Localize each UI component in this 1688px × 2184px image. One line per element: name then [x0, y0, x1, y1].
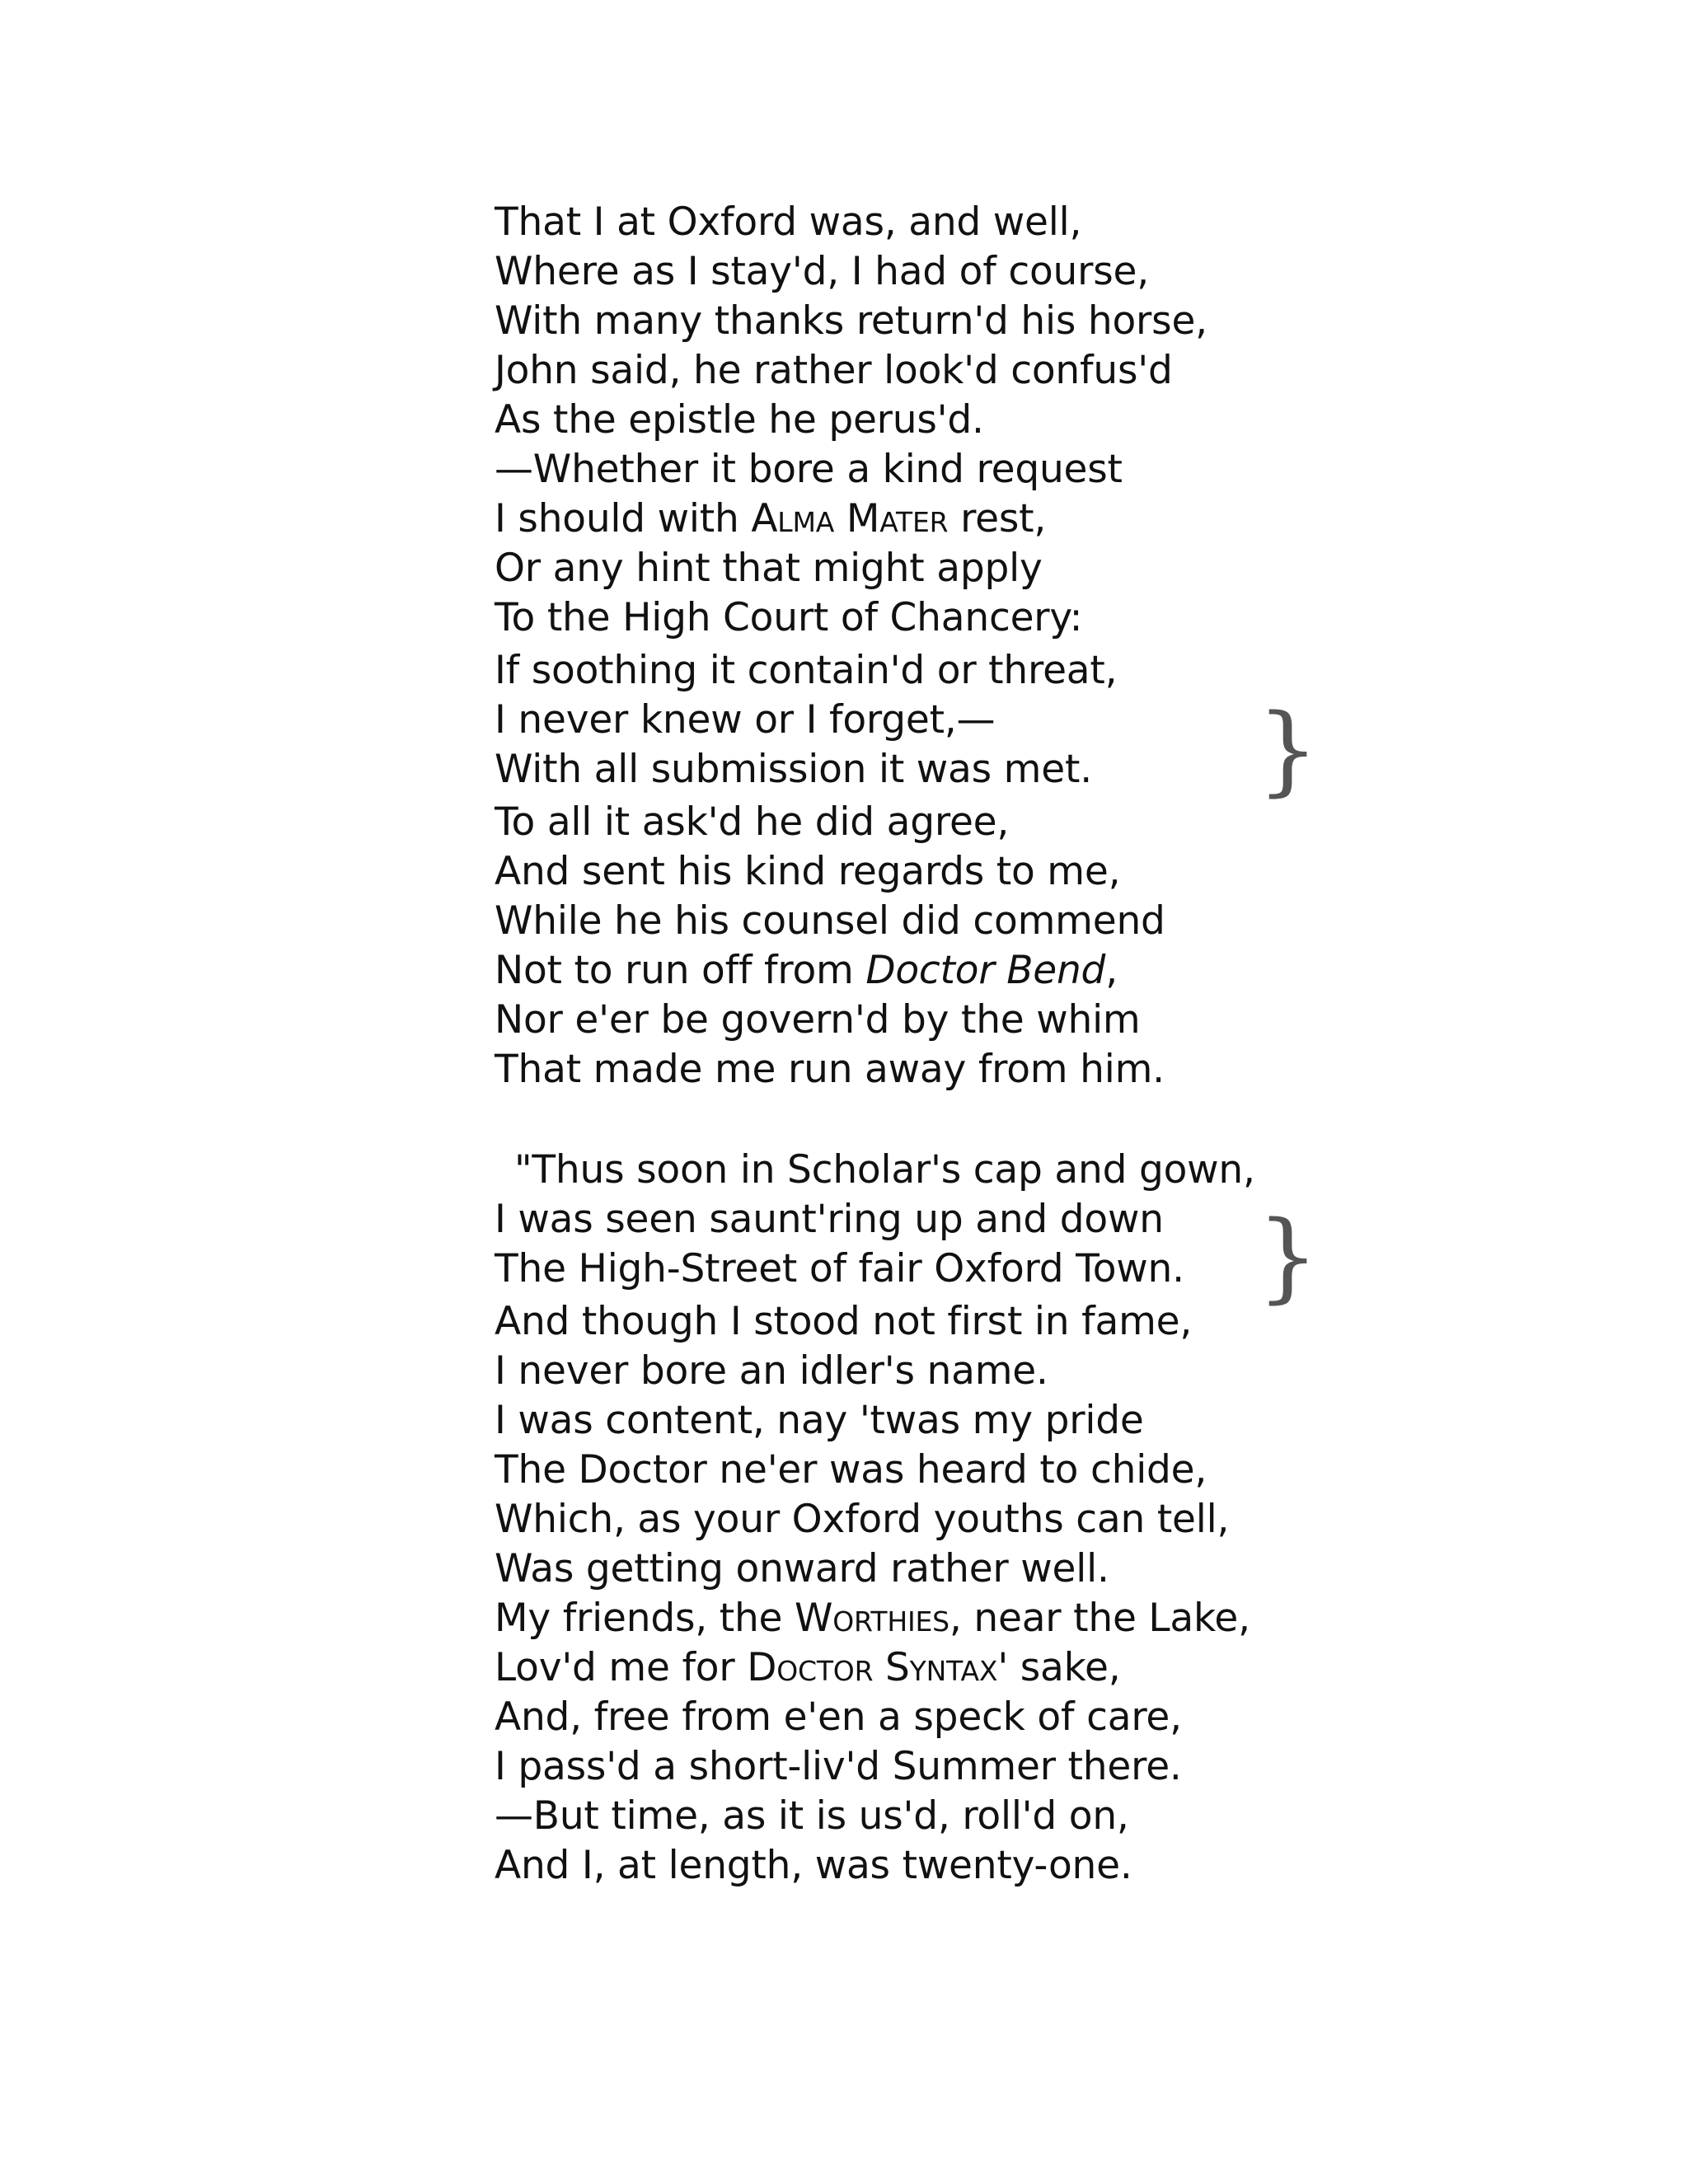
- poem-line: [495, 946, 1236, 996]
- poem-line: John said, he rather look'd confus'd: [495, 348, 1173, 393]
- poem-line: —Whether it bore a kind request: [495, 447, 1123, 492]
- poem-line: Nor e'er be govern'd by the whim: [495, 997, 1141, 1043]
- poem-line: If soothing it contain'd or threat,: [495, 648, 1118, 693]
- poem-line: Which, as your Oxford youths can tell,: [495, 1497, 1230, 1542]
- line-text: I should with: [495, 496, 752, 541]
- line-text: Lov'd me for: [495, 1645, 748, 1690]
- poem-line: As the epistle he perus'd.: [495, 397, 984, 443]
- poem-line: With all submission it was met.: [495, 747, 1092, 792]
- poem-line: Or any hint that might apply: [495, 546, 1043, 591]
- poem-line: To all it ask'd he did agree,: [495, 799, 1010, 845]
- triplet-brace: }: [1257, 1199, 1320, 1313]
- small-caps-text: Doctor Syntax: [747, 1645, 998, 1690]
- poem-line: To the High Court of Chancery:: [495, 595, 1083, 640]
- poem-line: I pass'd a short-liv'd Summer there.: [495, 1744, 1182, 1789]
- stanza-2: [495, 1146, 1255, 1891]
- poem-line: [495, 1594, 1250, 1643]
- poem-line: That I at Oxford was, and well,: [495, 199, 1082, 245]
- poem-line: I was seen saunt'ring up and down: [495, 1197, 1164, 1242]
- poem-line: "Thus soon in Scholar's cap and gown,: [514, 1147, 1255, 1193]
- poem-line: I never bore an idler's name.: [495, 1348, 1048, 1394]
- stanza-1: [495, 198, 1236, 1094]
- line-text: ' sake,: [997, 1645, 1121, 1690]
- poem-line: That made me run away from him.: [495, 1047, 1165, 1092]
- triplet-brace: }: [1257, 692, 1320, 806]
- poem-line: With many thanks return'd his horse,: [495, 298, 1207, 344]
- poem-line: [495, 1643, 1236, 1693]
- poem-line: And, free from e'en a speck of care,: [495, 1694, 1182, 1740]
- poem-line: —But time, as it is us'd, roll'd on,: [495, 1793, 1129, 1839]
- poem-line: And I, at length, was twenty-one.: [495, 1843, 1132, 1888]
- small-caps-text: Worthies: [795, 1596, 950, 1641]
- poem-line: And though I stood not first in fame,: [495, 1299, 1193, 1344]
- line-text: rest,: [948, 496, 1047, 541]
- small-caps-text: Alma Mater: [751, 496, 949, 541]
- poem-line: While he his counsel did commend: [495, 898, 1165, 944]
- italic-text: Doctor Bend: [865, 948, 1106, 993]
- line-text: ,: [1105, 948, 1118, 993]
- poem-line: Where as I stay'd, I had of course,: [495, 249, 1149, 294]
- line-text: , near the Lake,: [949, 1596, 1250, 1641]
- line-text: Not to run off from: [495, 948, 866, 993]
- poem-line: And sent his kind regards to me,: [495, 849, 1121, 894]
- poem-line: I was content, nay 'twas my pride: [495, 1398, 1144, 1443]
- poem-line: The High-Street of fair Oxford Town.: [495, 1246, 1184, 1291]
- poem-line: [495, 494, 1236, 544]
- poem-line: The Doctor ne'er was heard to chide,: [495, 1447, 1207, 1493]
- line-text: My friends, the: [495, 1596, 795, 1641]
- poem-line: I never knew or I forget,—: [495, 697, 996, 743]
- poem-line: Was getting onward rather well.: [495, 1546, 1109, 1591]
